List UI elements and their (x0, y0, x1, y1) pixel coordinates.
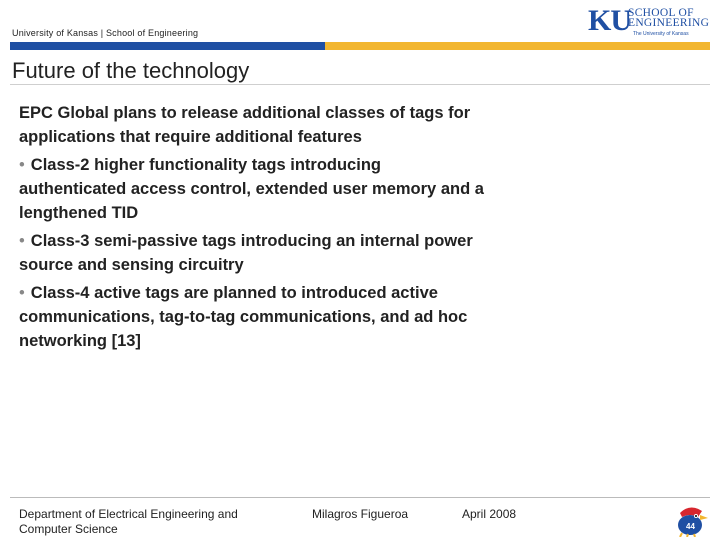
bullet-item (19, 281, 489, 353)
bullet-text: Class-3 semi-passive tags introducing an internal power source and sensing circuitry (19, 232, 473, 274)
bullet-item (19, 153, 489, 225)
header-color-bar (10, 42, 710, 50)
slide-title: Future of the technology (12, 58, 250, 83)
bullet-text: Class-4 active tags are planned to introduced active communications, tag-to-tag communications, and ad hoc networking [13] (19, 284, 468, 350)
bullet-item (19, 229, 489, 277)
bullet-text: Class-2 higher functionality tags introducing authenticated access control, extended user memory and a lengthened TID (19, 156, 484, 222)
logo-line-1: SCHOOL OF (628, 7, 694, 19)
logo-subtitle: The University of Kansas (633, 31, 689, 37)
logo-line-2: ENGINEERING (628, 17, 710, 29)
slide-body (19, 101, 489, 357)
bullet-glyph: • (19, 284, 25, 302)
title-divider (10, 84, 710, 85)
page-number: 44 (686, 522, 695, 531)
bullet-glyph: • (19, 156, 25, 174)
header-institution: University of Kansas | School of Engineering (12, 28, 199, 38)
ku-engineering-logo (588, 6, 708, 42)
footer-author: Milagros Figueroa (312, 507, 409, 521)
footer-date: April 2008 (462, 507, 517, 521)
intro-paragraph: EPC Global plans to release additional classes of tags for applications that require additional features (19, 104, 471, 146)
logo-mark: KU (588, 4, 631, 37)
jayhawk-mascot-icon (670, 503, 710, 537)
footer-department: Department of Electrical Engineering and Computer Science (19, 507, 238, 536)
footer-divider (10, 497, 710, 498)
bullet-glyph: • (19, 232, 25, 250)
logo-wordmark (628, 8, 709, 28)
